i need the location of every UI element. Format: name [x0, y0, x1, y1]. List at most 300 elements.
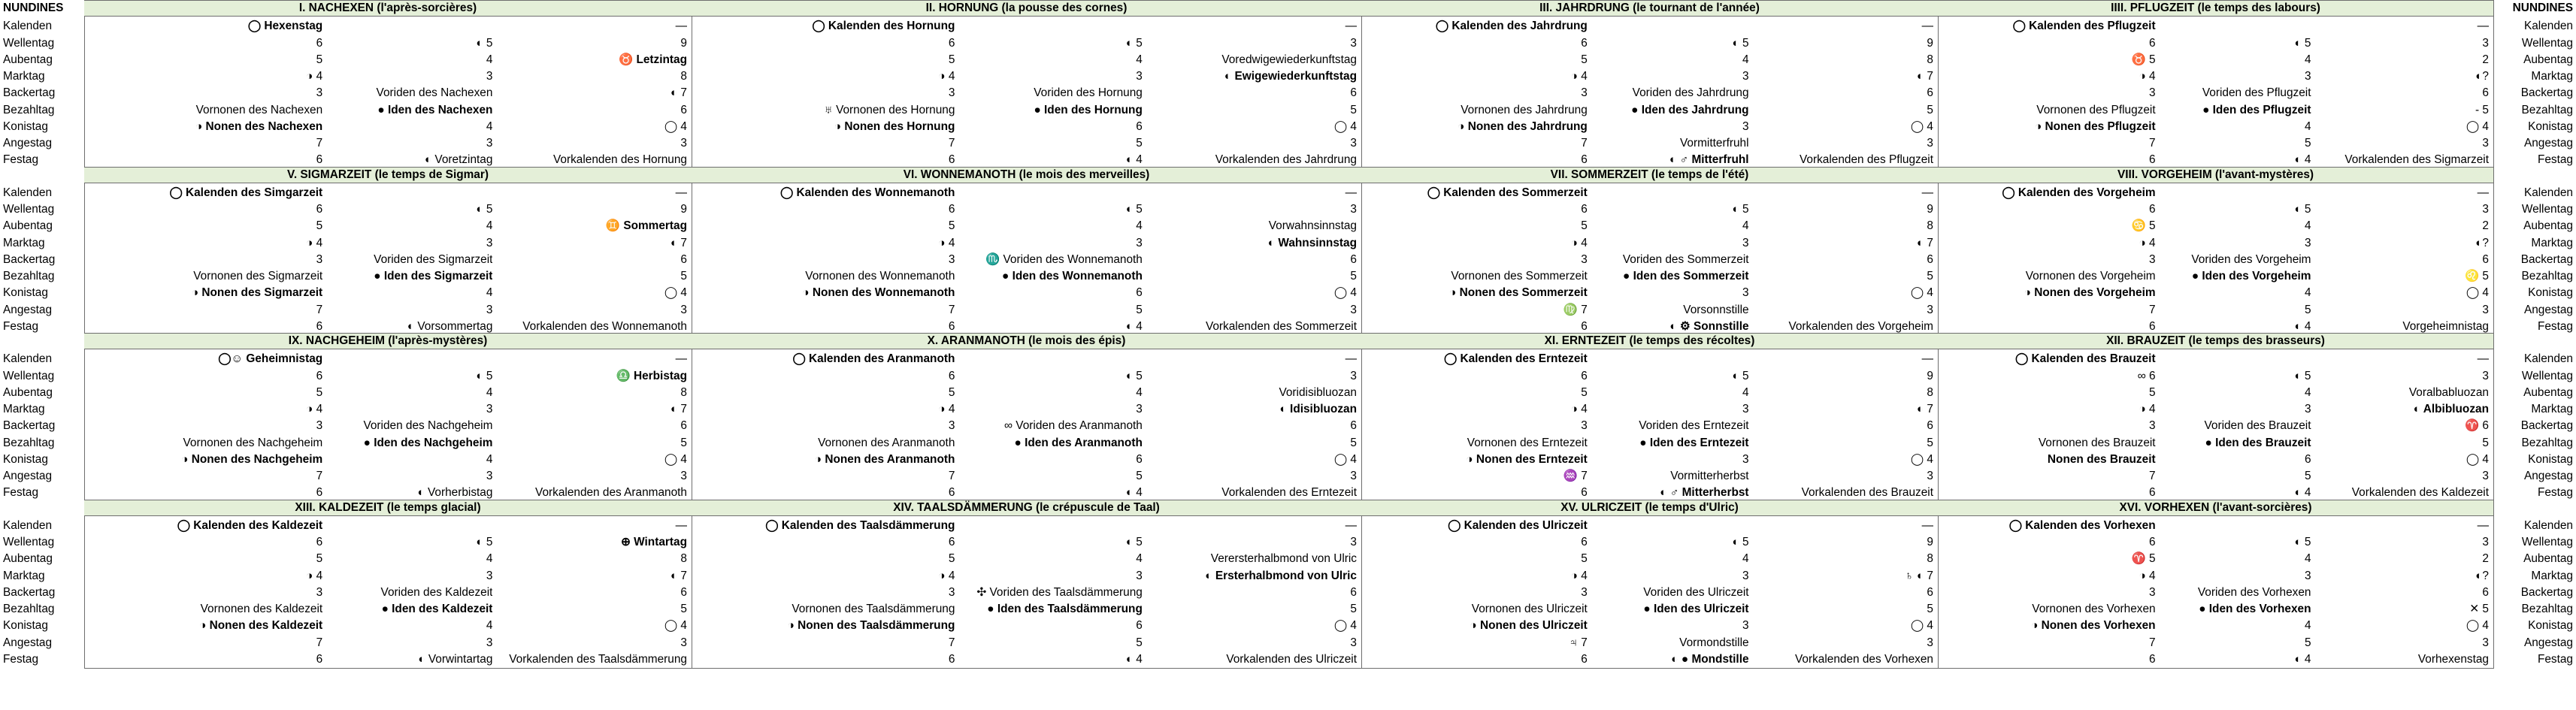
day-text: 3: [1581, 585, 1588, 599]
day-cell: [2163, 302, 2311, 319]
day-cell: [500, 401, 687, 418]
day-cell: [1364, 568, 1588, 585]
day-text: Nonen des Jahrdrung: [1467, 119, 1588, 133]
day-text: ◯ 4: [2466, 452, 2489, 466]
weekday-label: Bezahltag: [3, 103, 55, 116]
day-text: Vorkalenden des Sigmarzeit: [2344, 153, 2489, 167]
day-cell: [2163, 385, 2311, 401]
day-cell: [1364, 368, 1588, 385]
day-text: 6: [948, 36, 955, 50]
weekday-label: Festag: [3, 153, 39, 167]
day-text: Vornonen des Sommerzeit: [1451, 270, 1588, 282]
day-text: 5: [1581, 53, 1588, 66]
day-text: 9: [1927, 36, 1933, 50]
day-cell: [330, 468, 492, 485]
day-text: ◐ 4: [2294, 652, 2311, 666]
day-text: Voriden des Aranmanoth: [1016, 419, 1143, 433]
day-cell: [962, 651, 1142, 668]
day-text: 2: [2482, 552, 2489, 566]
day-text: 6: [1581, 203, 1588, 216]
day-cell: [1150, 534, 1357, 551]
day-cell: [1757, 268, 1933, 285]
day-cell: [962, 368, 1142, 385]
day-cell: [1595, 635, 1749, 651]
day-text: ◑ 4: [306, 70, 323, 83]
day-cell: [500, 18, 687, 35]
day-text: 5: [948, 385, 955, 399]
day-cell: [1757, 35, 1933, 52]
weekday-label: Angestag: [2523, 470, 2573, 482]
day-text: 6: [1927, 585, 1933, 599]
day-text: Vormondstille: [1679, 636, 1749, 649]
day-text: Kalenden des Wonnemanoth: [796, 186, 955, 199]
day-cell: [695, 119, 955, 135]
day-cell: [1364, 252, 1588, 268]
day-cell: [962, 135, 1142, 152]
day-cell: [2163, 518, 2311, 534]
day-text: Vorkalenden des Kaldezeit: [2351, 486, 2489, 500]
day-cell: [87, 52, 322, 68]
day-text: Nonen des Brauzeit: [2047, 452, 2156, 466]
day-text: ◐ 5: [476, 536, 493, 548]
day-text: Vornonen des Sigmarzeit: [193, 270, 323, 282]
day-cell: [1941, 401, 2156, 418]
day-text: 3: [2304, 236, 2311, 249]
weekday-label: Konistag: [2528, 452, 2573, 466]
weekday-label: Festag: [3, 486, 39, 500]
day-cell: [330, 302, 492, 319]
moon-phase-icon: ●: [1643, 603, 1654, 615]
day-cell: [87, 201, 322, 218]
day-cell: [1150, 568, 1357, 585]
moon-phase-icon: ♎: [616, 369, 634, 382]
moon-phase-icon: ◑: [199, 619, 210, 633]
weekday-label: Angestag: [2523, 303, 2573, 316]
day-cell: [87, 351, 322, 367]
day-text: 5: [1927, 270, 1933, 282]
day-cell: [1150, 235, 1357, 252]
day-cell: [2163, 435, 2311, 452]
day-text: Vorkalenden des Aranmanoth: [535, 486, 687, 500]
day-text: Voredwigewiederkunftstag: [1221, 53, 1357, 66]
day-text: 3: [1136, 403, 1143, 415]
day-cell: [1364, 52, 1588, 68]
day-text: 3: [1742, 119, 1749, 133]
day-text: 4: [486, 219, 493, 233]
day-cell: [1150, 385, 1357, 401]
day-cell: [87, 568, 322, 585]
day-text: 9: [680, 203, 687, 216]
day-text: 9: [1927, 203, 1933, 216]
day-text: ◑ 4: [306, 569, 323, 582]
day-text: Nonen des Nachexen: [205, 119, 323, 133]
weekday-label: Marktag: [3, 236, 45, 249]
day-text: 6: [316, 486, 323, 500]
day-text: 5: [316, 219, 323, 233]
day-text: Kalenden des Kaldezeit: [193, 518, 323, 532]
day-text: Iden des Wonnemanoth: [1012, 270, 1143, 282]
day-cell: [1150, 368, 1357, 385]
day-cell: [87, 285, 322, 301]
moon-phase-icon: ◑: [2034, 119, 2045, 133]
moon-phase-icon: ●: [1034, 103, 1045, 116]
day-text: Vornonen des Erntezeit: [1467, 436, 1588, 449]
day-cell: [1150, 119, 1357, 135]
day-cell: [1941, 651, 2156, 668]
moon-phase-icon: ◯: [1435, 20, 1452, 33]
day-cell: [1757, 185, 1933, 201]
day-cell: [1941, 185, 2156, 201]
day-text: 5: [1136, 636, 1143, 649]
day-text: 5: [1927, 103, 1933, 116]
day-cell: [1595, 252, 1749, 268]
day-cell: [1150, 185, 1357, 201]
day-text: 4: [1136, 552, 1143, 566]
day-cell: [330, 601, 492, 618]
day-text: ◐ 4: [2294, 153, 2311, 167]
day-cell: [330, 268, 492, 285]
day-text: ◐ 5: [1732, 536, 1749, 548]
day-cell: [695, 68, 955, 85]
moon-phase-icon: ◑: [1449, 286, 1460, 300]
moon-phase-icon: ∞: [1004, 419, 1016, 433]
day-text: 3: [680, 137, 687, 150]
month-title: X. ARANMANOTH (le mois des épis): [692, 333, 1361, 349]
day-text: 5: [680, 270, 687, 282]
day-cell: [1150, 585, 1357, 601]
day-cell: [1364, 585, 1588, 601]
weekday-label: Konistag: [2528, 286, 2573, 300]
day-text: 5: [1927, 603, 1933, 615]
weekday-label: Konistag: [3, 619, 48, 633]
day-text: —: [1921, 518, 1933, 532]
day-text: Vornonen des Nachexen: [195, 103, 323, 116]
day-text: 3: [2149, 419, 2156, 433]
day-cell: [500, 235, 687, 252]
day-text: Voralbabluozan: [2408, 385, 2489, 399]
moon-phase-icon: ◐: [1205, 569, 1215, 582]
day-cell: [1364, 385, 1588, 401]
day-text: ◑ 4: [306, 403, 323, 415]
day-cell: [1595, 135, 1749, 152]
day-text: 7: [2149, 137, 2156, 150]
month-title: IX. NACHGEHEIM (l'après-mystères): [84, 333, 692, 349]
day-text: 3: [486, 636, 493, 649]
day-text: ◐ 7: [1916, 403, 1933, 415]
day-cell: [1364, 35, 1588, 52]
day-cell: [1364, 401, 1588, 418]
day-text: 6: [316, 203, 323, 216]
day-text: 3: [2482, 36, 2489, 50]
day-text: —: [1921, 20, 1933, 33]
day-text: Voriden des Wonnemanoth: [1003, 252, 1143, 266]
day-cell: [87, 452, 322, 468]
day-text: ✕ 5: [2469, 603, 2489, 615]
day-text: 6: [680, 252, 687, 266]
month-title: III. JAHRDRUNG (le tournant de l'année): [1361, 0, 1938, 17]
day-cell: [1941, 252, 2156, 268]
day-cell: [1757, 551, 1933, 567]
day-text: 5: [2482, 436, 2489, 449]
day-text: 8: [1927, 219, 1933, 233]
day-text: ♃ 7: [1569, 636, 1588, 649]
day-cell: [500, 252, 687, 268]
day-text: 3: [1927, 303, 1933, 316]
day-cell: [330, 235, 492, 252]
day-text: 3: [2149, 252, 2156, 266]
moon-phase-icon: ◐: [407, 319, 418, 333]
day-text: Idisibluozan: [1290, 403, 1357, 415]
day-cell: [1364, 635, 1588, 651]
day-cell: [500, 618, 687, 634]
moon-phase-icon: ◑: [834, 119, 845, 133]
day-cell: [330, 534, 492, 551]
day-cell: [500, 568, 687, 585]
day-cell: [1150, 401, 1357, 418]
day-cell: [1941, 534, 2156, 551]
day-cell: [1595, 601, 1749, 618]
day-cell: [1941, 518, 2156, 534]
day-cell: [1364, 68, 1588, 85]
day-cell: [1150, 85, 1357, 101]
day-text: 4: [2304, 552, 2311, 566]
day-cell: [1595, 102, 1749, 119]
day-cell: [330, 518, 492, 534]
day-text: —: [2477, 352, 2489, 366]
moon-phase-icon: ⊕: [620, 536, 634, 548]
day-cell: [500, 418, 687, 434]
day-text: ◑ 4: [938, 70, 955, 83]
day-cell: [330, 135, 492, 152]
day-cell: [1595, 385, 1749, 401]
day-cell: [2163, 618, 2311, 634]
day-cell: [695, 52, 955, 68]
weekday-label: Bezahltag: [2521, 603, 2573, 615]
day-cell: [500, 302, 687, 319]
day-cell: [1757, 18, 1933, 35]
day-cell: [695, 585, 955, 601]
day-text: ◐ 5: [476, 203, 493, 216]
day-text: —: [675, 352, 687, 366]
weekday-label: Backertag: [3, 86, 56, 100]
day-cell: [962, 585, 1142, 601]
day-text: 8: [680, 552, 687, 566]
day-text: 6: [2304, 452, 2311, 466]
day-cell: [695, 235, 955, 252]
weekday-label: Backertag: [2520, 419, 2573, 433]
day-text: ◑ 4: [1570, 403, 1588, 415]
day-text: 6: [1927, 252, 1933, 266]
day-text: 4: [1136, 385, 1143, 399]
moon-phase-icon: ◐: [418, 652, 428, 666]
day-text: 3: [1581, 419, 1588, 433]
day-cell: [1595, 518, 1749, 534]
day-text: 3: [1742, 452, 1749, 466]
day-cell: [500, 601, 687, 618]
day-cell: [1364, 85, 1588, 101]
moon-phase-icon: ◯: [169, 186, 186, 199]
day-text: Nonen des Ulriczeit: [1479, 619, 1588, 633]
moon-phase-icon: ◑: [2024, 286, 2035, 300]
day-cell: [695, 468, 955, 485]
day-text: ◑ 4: [1570, 70, 1588, 83]
day-text: Vornonen des Vorhexen: [2032, 603, 2156, 615]
day-text: Voriden des Sommerzeit: [1622, 252, 1749, 266]
day-cell: [962, 518, 1142, 534]
weekday-label: Festag: [2537, 652, 2573, 666]
day-cell: [87, 651, 322, 668]
moon-phase-icon: ◑: [1470, 619, 1480, 633]
day-cell: [500, 435, 687, 452]
weekday-label: Marktag: [2531, 403, 2573, 415]
day-text: 3: [680, 636, 687, 649]
day-text: 3: [2149, 86, 2156, 100]
day-cell: [2163, 35, 2311, 52]
day-cell: [330, 568, 492, 585]
day-cell: [1941, 568, 2156, 585]
month-title: XVI. VORHEXEN (l'avant-sorcières): [1938, 500, 2493, 516]
day-text: ◐?: [2475, 236, 2489, 249]
day-text: ◯ 4: [1333, 286, 1357, 300]
day-cell: [1757, 252, 1933, 268]
day-text: Voriden des Brauzeit: [2204, 419, 2311, 433]
moon-phase-icon: ◯: [177, 518, 194, 532]
day-cell: [695, 102, 955, 119]
day-cell: [2319, 102, 2489, 119]
day-text: 5: [1927, 436, 1933, 449]
day-cell: [2319, 119, 2489, 135]
day-text: ◐ 5: [1125, 536, 1143, 548]
day-cell: [2163, 635, 2311, 651]
moon-phase-icon: ◯: [2015, 352, 2032, 366]
day-cell: [962, 551, 1142, 567]
weekday-label: Aubentag: [2523, 385, 2573, 399]
day-text: 6: [1136, 286, 1143, 300]
day-text: 6: [948, 536, 955, 548]
moon-phase-icon: ◑: [814, 452, 825, 466]
moon-phase-icon: ◐: [2413, 403, 2423, 415]
day-cell: [695, 218, 955, 234]
day-cell: [1364, 285, 1588, 301]
day-cell: [1941, 368, 2156, 385]
day-cell: [2319, 368, 2489, 385]
day-cell: [1150, 52, 1357, 68]
day-cell: [1364, 102, 1588, 119]
day-text: Voretzintag: [434, 153, 493, 167]
day-text: Iden des Vorgeheim: [2202, 270, 2311, 282]
day-cell: [962, 52, 1142, 68]
day-text: 7: [948, 636, 955, 649]
day-cell: [500, 518, 687, 534]
day-text: ♒ 7: [1563, 470, 1588, 482]
day-text: 3: [316, 585, 323, 599]
day-cell: [1941, 418, 2156, 434]
day-text: 3: [680, 470, 687, 482]
day-text: Kalenden des Vorhexen: [2025, 518, 2156, 532]
month-title: XII. BRAUZEIT (le temps des brasseurs): [1938, 333, 2493, 349]
moon-phase-icon: ◐ ●: [1671, 652, 1692, 666]
day-text: 6: [2149, 652, 2156, 666]
day-text: 4: [2304, 619, 2311, 633]
moon-phase-icon: ◯: [1427, 186, 1444, 199]
day-cell: [2319, 534, 2489, 551]
day-cell: [1150, 418, 1357, 434]
day-text: 7: [2149, 470, 2156, 482]
day-text: Voriden des Hornung: [1034, 86, 1143, 100]
moon-phase-icon: ♄: [1905, 569, 1917, 582]
day-cell: [2319, 551, 2489, 567]
day-text: Nonen des Sommerzeit: [1459, 286, 1588, 300]
day-text: Nonen des Sigmarzeit: [201, 286, 323, 300]
day-text: 3: [1927, 137, 1933, 150]
day-cell: [2163, 85, 2311, 101]
day-cell: [2319, 35, 2489, 52]
day-cell: [2319, 135, 2489, 152]
day-cell: [1364, 518, 1588, 534]
day-cell: [1150, 68, 1357, 85]
day-text: 3: [486, 70, 493, 83]
day-cell: [2319, 235, 2489, 252]
day-text: 5: [316, 385, 323, 399]
day-cell: [500, 285, 687, 301]
day-text: 6: [1136, 452, 1143, 466]
day-text: 6: [1581, 36, 1588, 50]
day-text: 6: [680, 585, 687, 599]
day-text: 5: [1350, 103, 1357, 116]
moon-phase-icon: ◯: [812, 20, 828, 33]
day-cell: [962, 452, 1142, 468]
day-cell: [2163, 585, 2311, 601]
day-cell: [1757, 52, 1933, 68]
day-text: 3: [1350, 203, 1357, 216]
weekday-header: NUNDINES: [2512, 2, 2573, 14]
day-text: Mondstille: [1691, 652, 1749, 666]
day-text: 6: [316, 153, 323, 167]
moon-phase-icon: ◯: [247, 20, 265, 33]
day-cell: [1941, 601, 2156, 618]
day-cell: [1364, 185, 1588, 201]
day-cell: [2319, 52, 2489, 68]
moon-phase-icon: ◐: [417, 486, 428, 500]
day-text: 6: [2149, 153, 2156, 167]
day-text: Iden des Sommerzeit: [1633, 270, 1749, 282]
day-cell: [330, 385, 492, 401]
day-text: 4: [1742, 53, 1749, 66]
day-text: ◐ 5: [2294, 369, 2311, 382]
weekday-label: Bezahltag: [2521, 103, 2573, 116]
day-text: ◐ 5: [1125, 36, 1143, 50]
day-text: Iden des Brauzeit: [2215, 436, 2311, 449]
day-text: 8: [1927, 552, 1933, 566]
day-text: Vorkalenden des Sommerzeit: [1205, 319, 1357, 333]
day-text: Mitterfruhl: [1691, 153, 1749, 167]
day-cell: [962, 601, 1142, 618]
day-text: 6: [1581, 486, 1588, 500]
weekday-label: Aubentag: [3, 385, 53, 399]
day-cell: [500, 635, 687, 651]
day-cell: [330, 452, 492, 468]
day-text: 6: [948, 652, 955, 666]
day-cell: [1757, 418, 1933, 434]
day-cell: [1595, 268, 1749, 285]
day-text: Voriden des Pflugzeit: [2202, 86, 2311, 100]
weekday-label: Bezahltag: [2521, 270, 2573, 282]
moon-phase-icon: ◯: [1443, 352, 1461, 366]
day-cell: [2163, 68, 2311, 85]
day-text: Vorkalenden des Vorgeheim: [1788, 319, 1933, 333]
day-text: ♈ 5: [2131, 552, 2156, 566]
day-cell: [1150, 452, 1357, 468]
